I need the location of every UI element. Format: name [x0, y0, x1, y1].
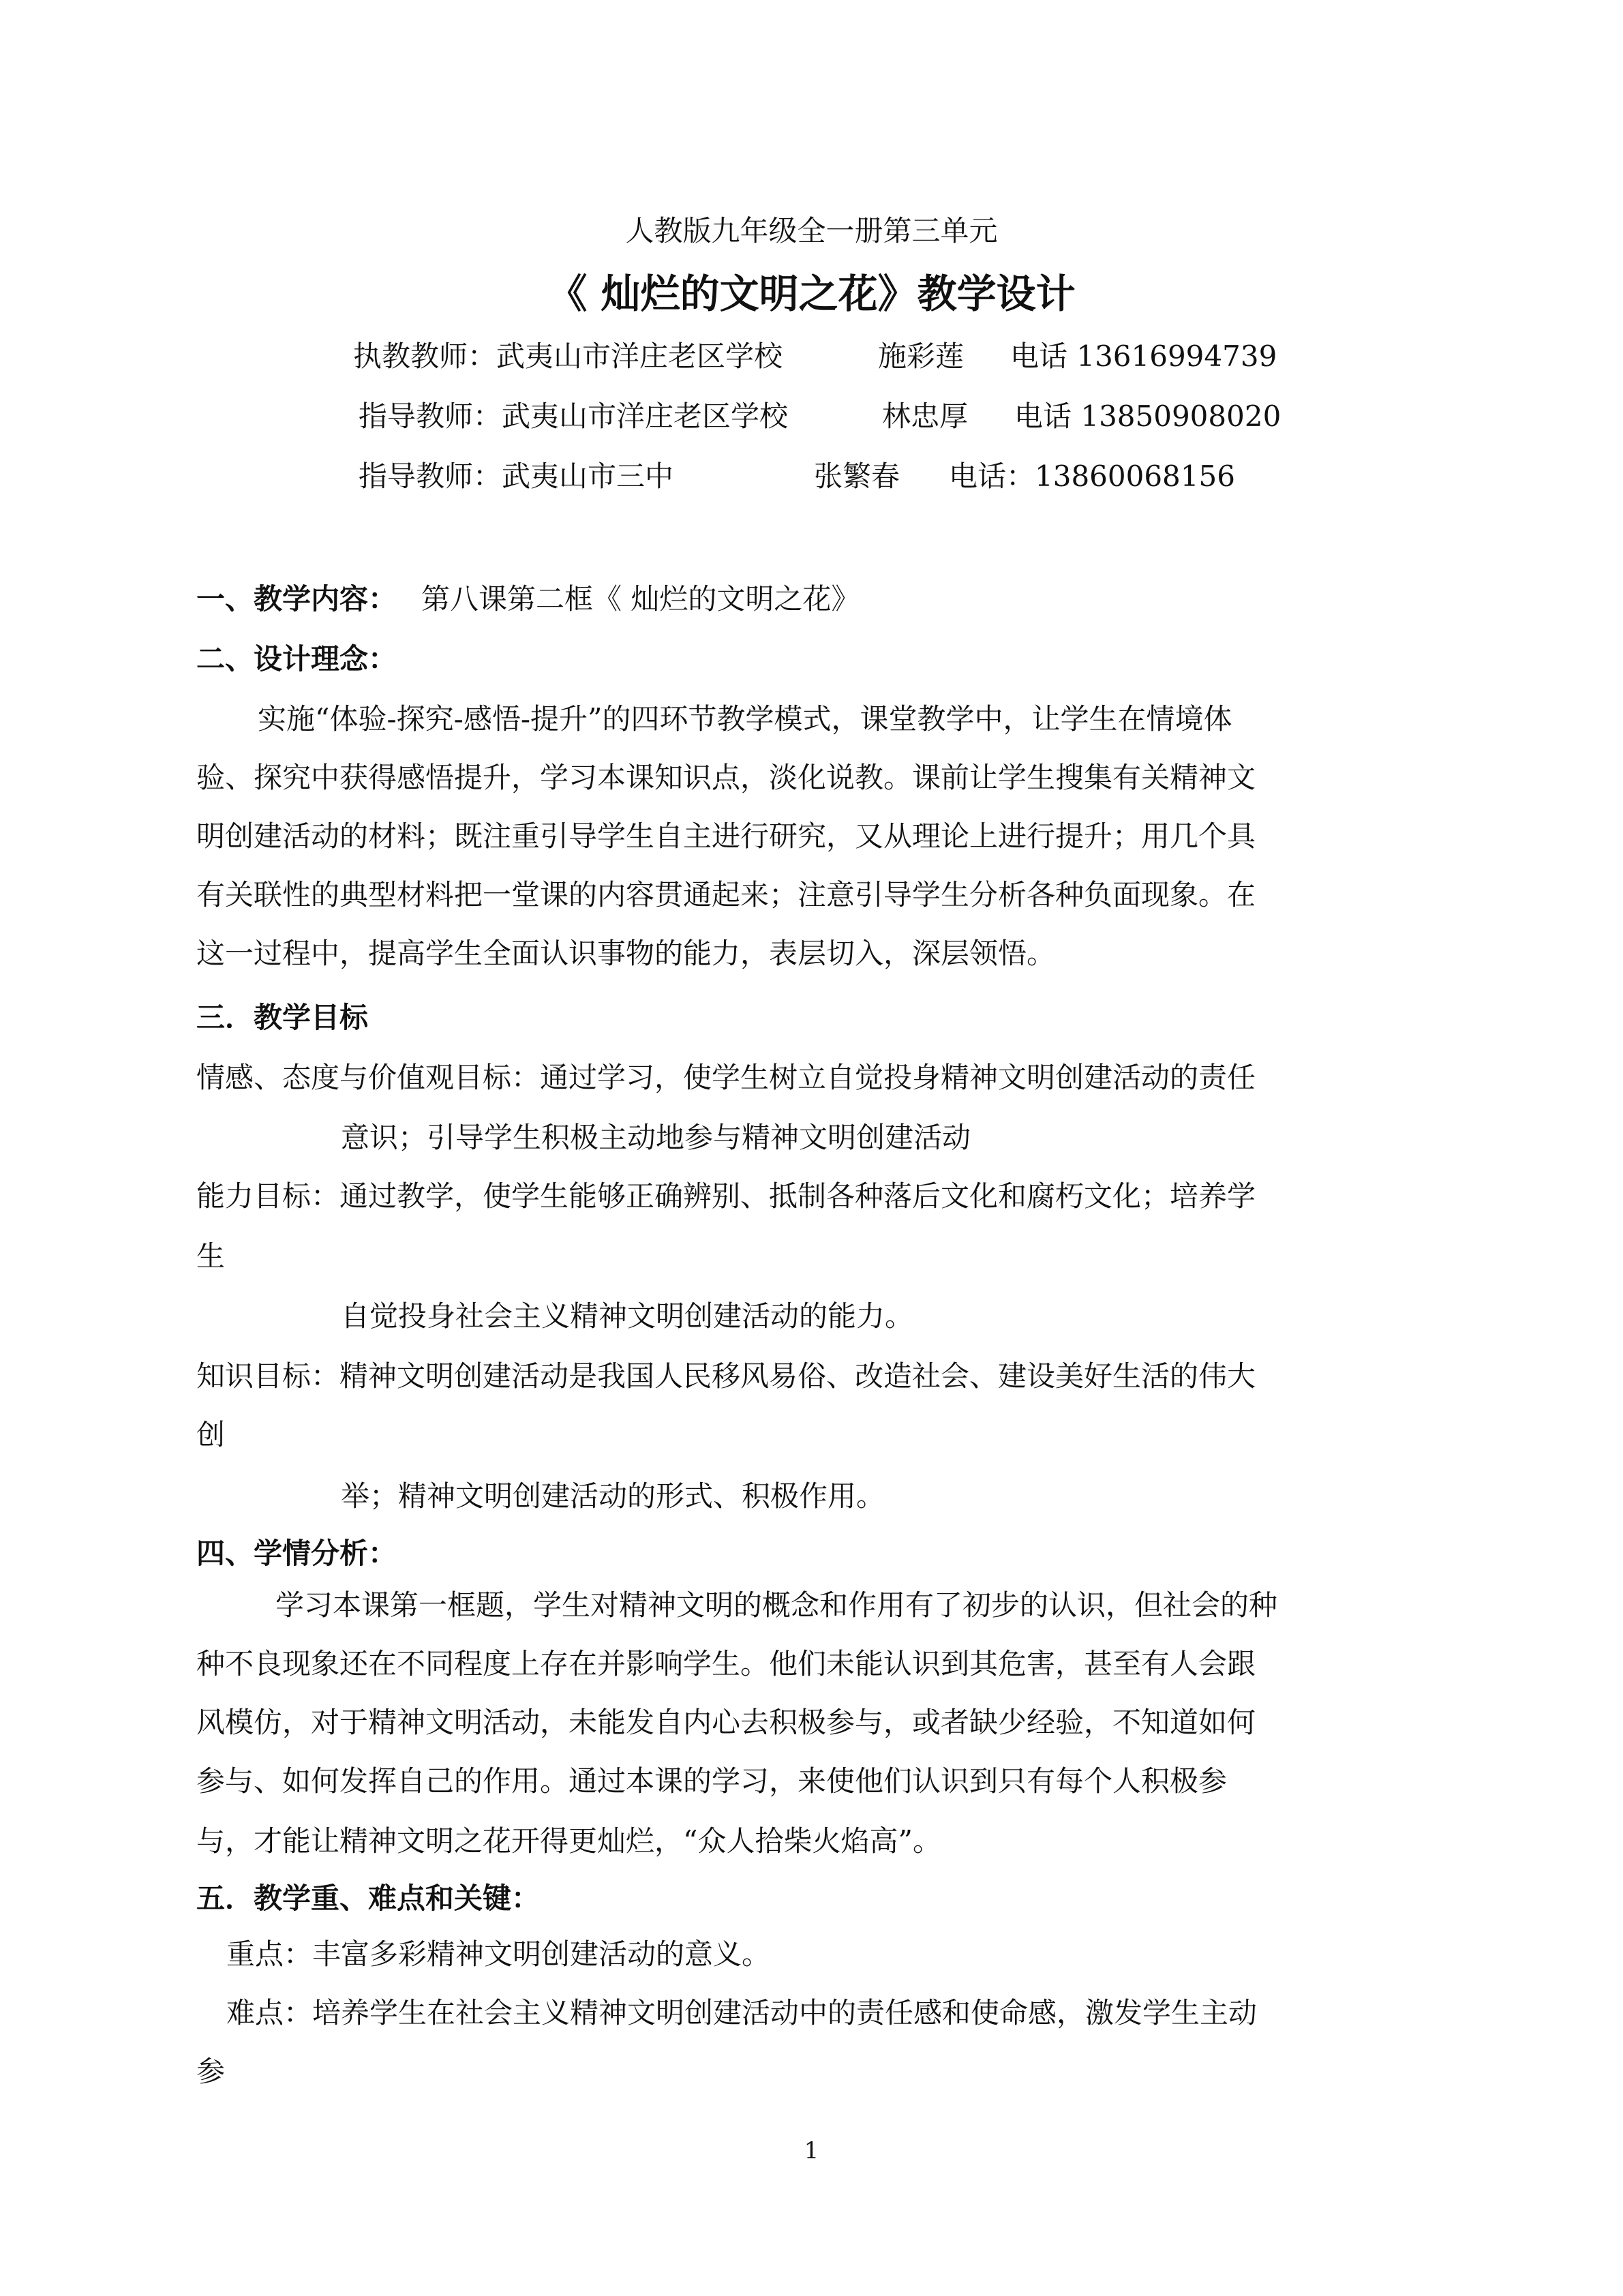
teacher-phone: 电话 13850908020 [1014, 399, 1281, 433]
teacher-school: 武夷山市洋庄老区学校 [502, 399, 789, 433]
teacher-name: 林忠厚 [882, 399, 969, 433]
section-heading: 一、教学内容： [196, 582, 397, 616]
teacher-role: 指导教师： [359, 399, 502, 433]
section-heading: 四、学情分析： [196, 1537, 397, 1570]
section-heading: 二、设计理念： [196, 642, 397, 676]
paragraph-line: 明创建活动的材料；既注重引导学生自主进行研究，又从理论上进行提升；用几个具 [196, 819, 1256, 853]
paragraph-line: 风模仿，对于精神文明活动，未能发自内心去积极参与，或者缺少经验，不知道如何 [196, 1706, 1256, 1739]
paragraph-line: 种不良现象还在不同程度上存在并影响学生。他们未能认识到其危害，甚至有人会跟 [196, 1647, 1256, 1680]
paragraph-line: 能力目标：通过教学，使学生能够正确辨别、抵制各种落后文化和腐朽文化；培养学 [196, 1179, 1256, 1213]
paragraph-line: 生 [196, 1239, 226, 1273]
teacher-school: 武夷山市洋庄老区学校 [496, 339, 783, 373]
paragraph-line: 知识目标：精神文明创建活动是我国人民移风易俗、改造社会、建设美好生活的伟大 [196, 1359, 1256, 1393]
teacher-school: 武夷山市三中 [502, 459, 674, 493]
paragraph-line: 这一过程中，提高学生全面认识事物的能力，表层切入，深层领悟。 [196, 937, 1056, 970]
teacher-role: 执教教师： [353, 339, 497, 373]
paragraph-line: 参 [196, 2055, 226, 2088]
section-text: 第八课第二框《 灿烂的文明之花》 [421, 582, 860, 616]
teacher-name: 施彩莲 [878, 339, 965, 373]
paragraph-line: 参与、如何发挥自己的作用。通过本课的学习，来使他们认识到只有每个人积极参 [196, 1764, 1228, 1798]
paragraph-line: 情感、态度与价值观目标：通过学习，使学生树立自觉投身精神文明创建活动的责任 [196, 1061, 1256, 1094]
paragraph-line: 学习本课第一框题，学生对精神文明的概念和作用有了初步的认识，但社会的种 [275, 1588, 1278, 1622]
teacher-phone: 电话 13616994739 [1010, 339, 1277, 373]
paragraph-line: 实施“体验-探究-感悟-提升”的四环节教学模式，课堂教学中，让学生在情境体 [258, 702, 1232, 736]
paragraph-line: 有关联性的典型材料把一堂课的内容贯通起来；注意引导学生分析各种负面现象。在 [196, 878, 1256, 911]
teacher-name: 张繁春 [814, 459, 900, 493]
section-heading: 三．教学目标 [196, 1001, 369, 1034]
teacher-role: 指导教师： [359, 459, 502, 493]
document-title: 《 灿烂的文明之花》教学设计 [547, 271, 1076, 317]
paragraph-line: 意识；引导学生积极主动地参与精神文明创建活动 [341, 1121, 971, 1154]
paragraph-line: 验、探究中获得感悟提升，学习本课知识点，淡化说教。课前让学生搜集有关精神文 [196, 761, 1256, 794]
teacher-phone: 电话：13860068156 [949, 459, 1235, 493]
paragraph-line: 创 [196, 1418, 226, 1451]
paragraph-line: 重点：丰富多彩精神文明创建活动的意义。 [226, 1937, 771, 1971]
page-number: 1 [804, 2137, 819, 2164]
paragraph-line: 难点：培养学生在社会主义精神文明创建活动中的责任感和使命感，激发学生主动 [226, 1996, 1258, 2029]
paragraph-line: 自觉投身社会主义精神文明创建活动的能力。 [341, 1299, 914, 1333]
paragraph-line: 与，才能让精神文明之花开得更灿烂，“众人拾柴火焰高”。 [196, 1824, 941, 1858]
section-heading: 五．教学重、难点和关键： [196, 1882, 541, 1915]
document-subtitle: 人教版九年级全一册第三单元 [625, 214, 998, 247]
paragraph-line: 举；精神文明创建活动的形式、积极作用。 [341, 1479, 885, 1513]
